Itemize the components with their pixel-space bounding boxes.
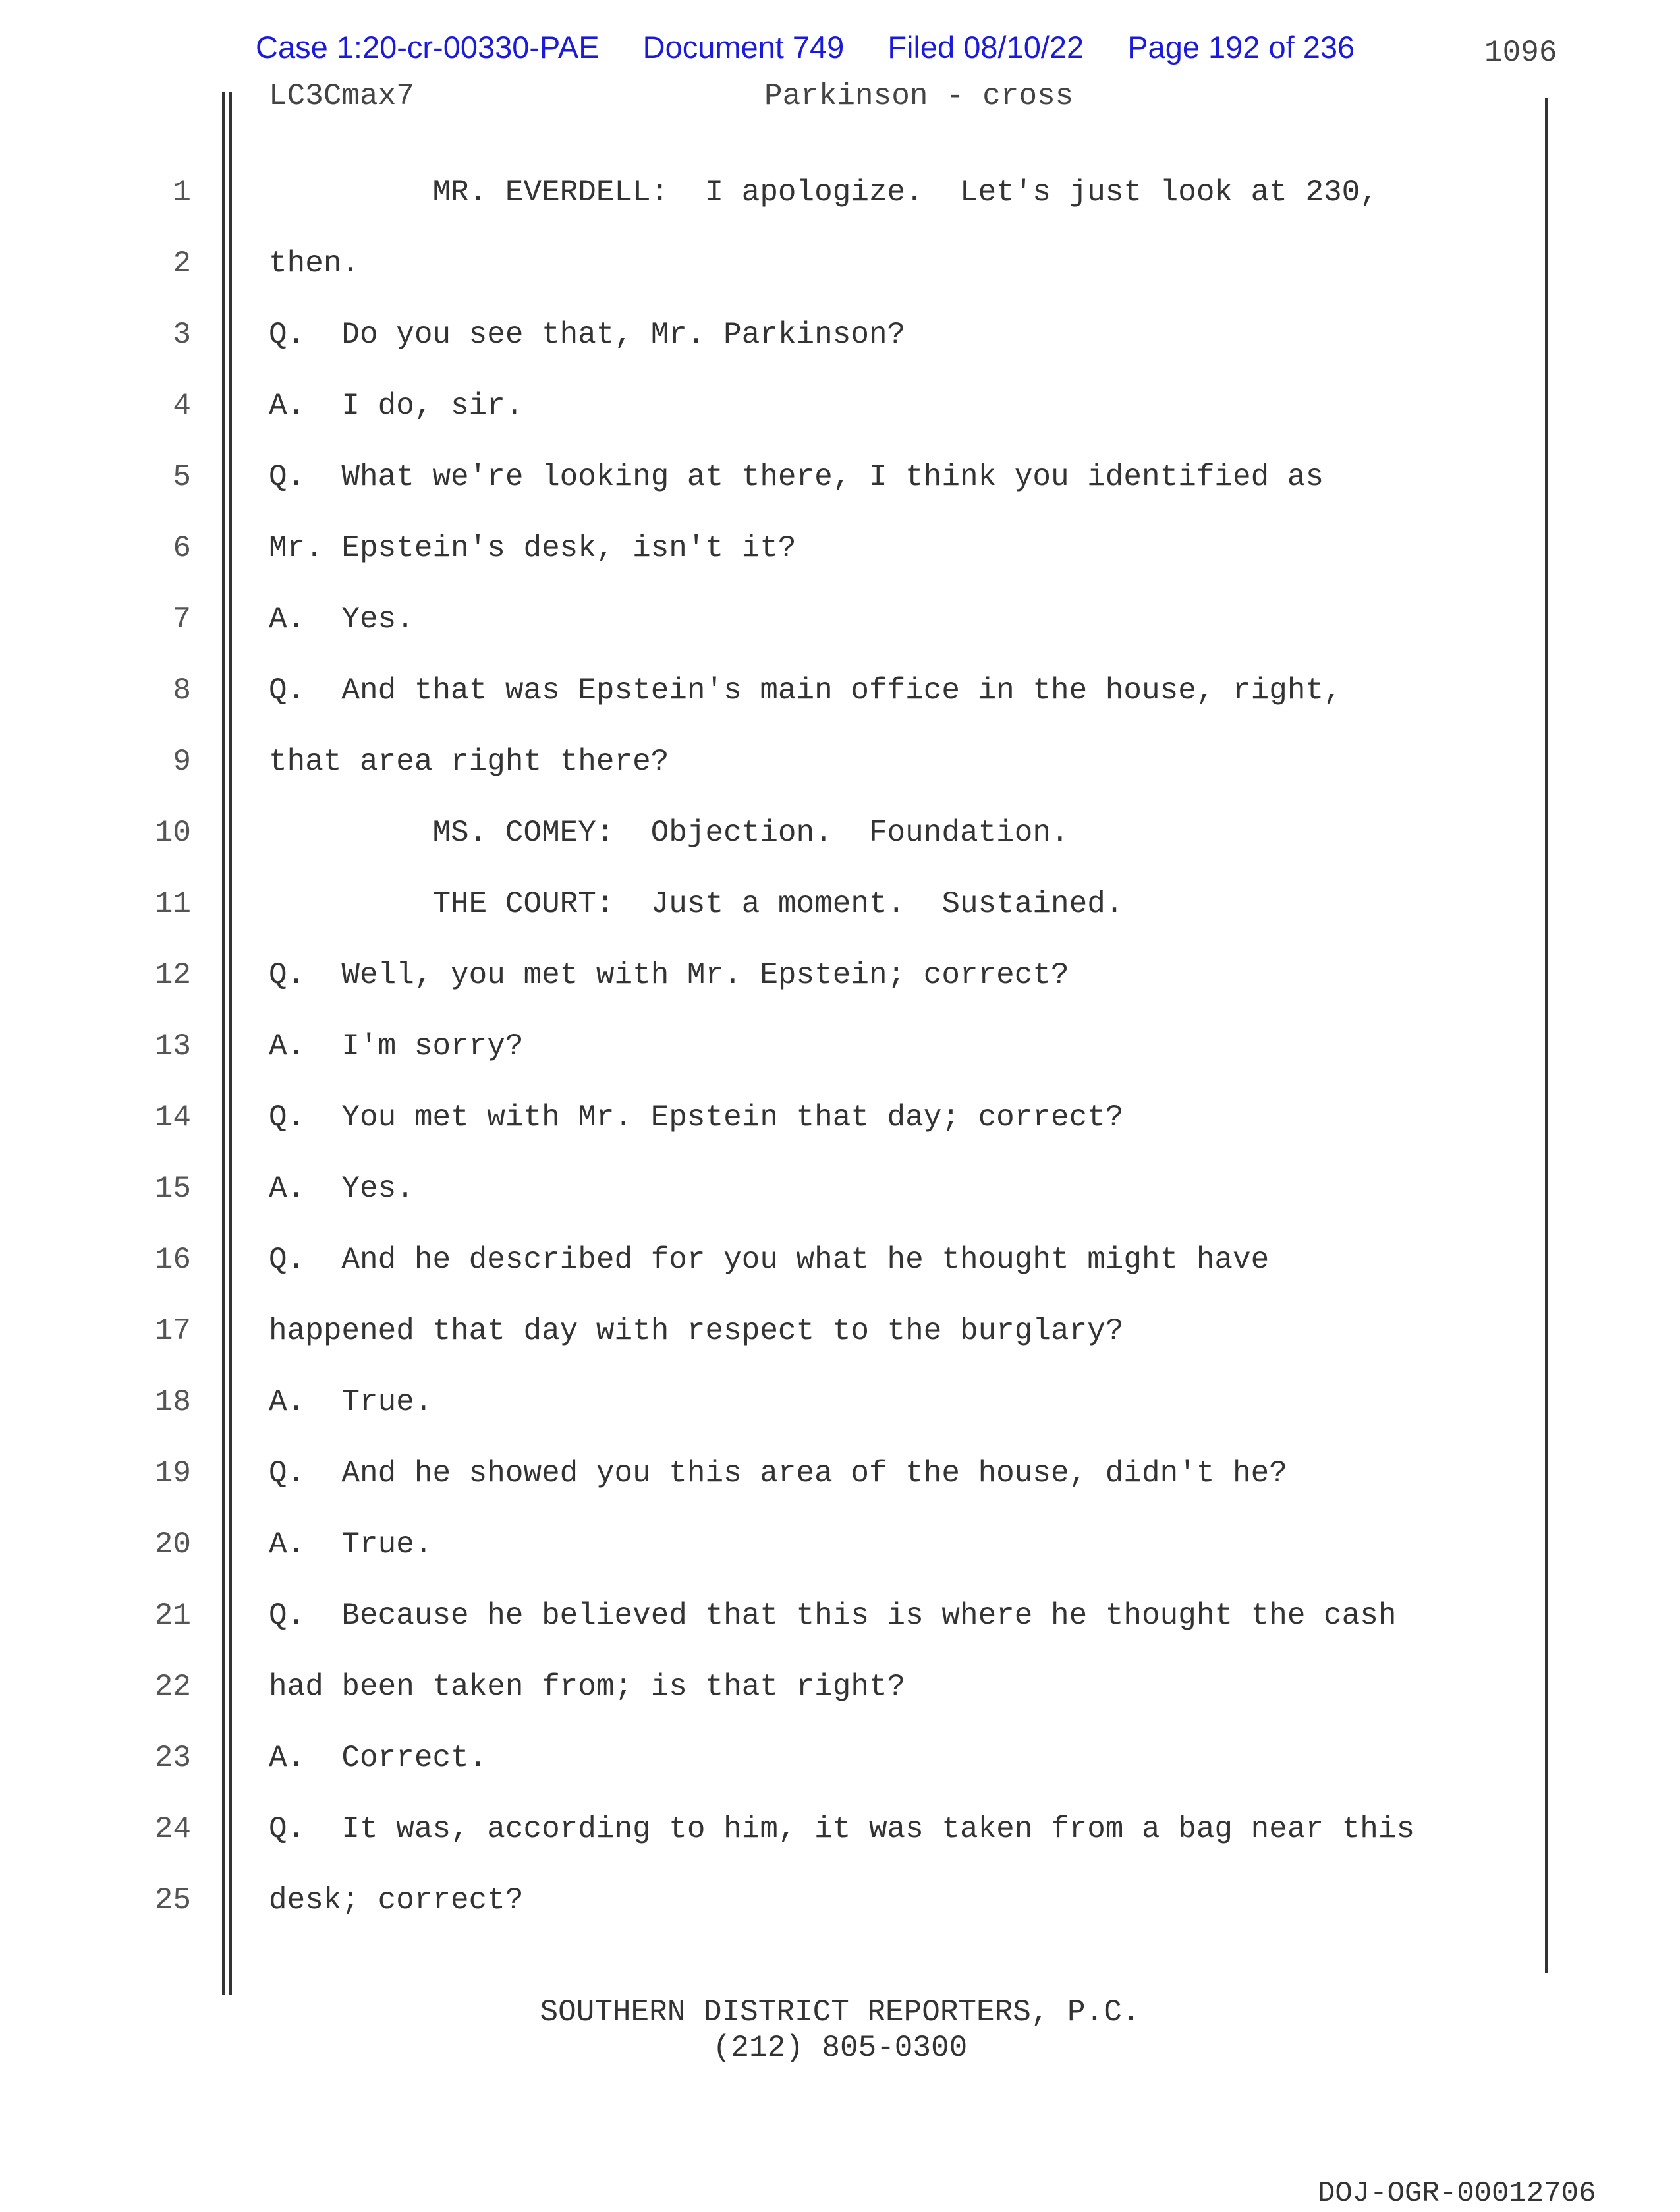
transcript-page-number: 1096: [1484, 36, 1557, 70]
line-number: 19: [154, 1456, 191, 1490]
line-number: 9: [173, 745, 191, 779]
transcript-line: Q. Do you see that, Mr. Parkinson?: [269, 318, 906, 352]
running-head-title: Parkinson - cross: [764, 79, 1074, 113]
transcript-line: Q. Because he believed that this is where he thought the cash: [269, 1599, 1397, 1633]
transcript-line: happened that day with respect to the burglary?: [269, 1314, 1124, 1348]
line-number: 2: [173, 246, 191, 281]
filing-stamp: [256, 29, 1355, 65]
line-number: 7: [173, 602, 191, 637]
right-margin-rule: [1545, 98, 1548, 1973]
line-number: 25: [154, 1883, 191, 1917]
transcript-line: A. Yes.: [269, 602, 414, 637]
line-number: 5: [173, 460, 191, 494]
transcript-line: Q. And that was Epstein's main office in the house, right,: [269, 673, 1342, 708]
transcript-line: A. I do, sir.: [269, 389, 524, 423]
transcript-line: that area right there?: [269, 745, 669, 779]
document-number: Document 749: [642, 30, 845, 65]
transcript-line: Q. What we're looking at there, I think you identified as: [269, 460, 1324, 494]
line-number: 3: [173, 318, 191, 352]
reporter-name: SOUTHERN DISTRICT REPORTERS, P.C.: [540, 1995, 1140, 2029]
transcript-line: Q. Well, you met with Mr. Epstein; correct?: [269, 958, 1069, 992]
line-number: 12: [154, 958, 191, 992]
transcript-line: desk; correct?: [269, 1883, 524, 1917]
transcript-line: A. Correct.: [269, 1741, 488, 1775]
case-number: Case 1:20-cr-00330-PAE: [256, 30, 600, 65]
left-margin-rule-outer: [222, 92, 225, 1995]
line-number: 23: [154, 1741, 191, 1775]
transcript-line: Mr. Epstein's desk, isn't it?: [269, 531, 797, 565]
transcript-line: A. True.: [269, 1385, 433, 1419]
line-number: 22: [154, 1670, 191, 1704]
reporter-phone: (212) 805-0300: [712, 2031, 968, 2065]
line-number: 16: [154, 1243, 191, 1277]
page-of-total: Page 192 of 236: [1127, 30, 1355, 65]
line-number: 11: [154, 887, 191, 921]
line-number: 24: [154, 1812, 191, 1846]
left-margin-rule-inner: [229, 92, 232, 1995]
line-number: 1: [173, 175, 191, 210]
line-number: 8: [173, 673, 191, 708]
line-number: 20: [154, 1527, 191, 1562]
line-number: 4: [173, 389, 191, 423]
bates-number: DOJ-OGR-00012706: [1318, 2177, 1596, 2210]
transcript-line: Q. And he described for you what he thought might have: [269, 1243, 1270, 1277]
line-number: 17: [154, 1314, 191, 1348]
transcript-line: Q. It was, according to him, it was taken from a bag near this: [269, 1812, 1415, 1846]
transcript-line: MS. COMEY: Objection. Foundation.: [269, 816, 1069, 850]
transcript-line: A. I'm sorry?: [269, 1029, 524, 1063]
line-number: 15: [154, 1172, 191, 1206]
line-number: 13: [154, 1029, 191, 1063]
transcript-line: Q. And he showed you this area of the house, didn't he?: [269, 1456, 1287, 1490]
line-number: 18: [154, 1385, 191, 1419]
transcript-line: A. Yes.: [269, 1172, 414, 1206]
line-number: 6: [173, 531, 191, 565]
line-number: 10: [154, 816, 191, 850]
line-number: 14: [154, 1100, 191, 1135]
transcript-line: Q. You met with Mr. Epstein that day; correct?: [269, 1100, 1124, 1135]
line-number: 21: [154, 1599, 191, 1633]
transcript-line: A. True.: [269, 1527, 433, 1562]
transcript-line: then.: [269, 246, 360, 281]
transcript-line: had been taken from; is that right?: [269, 1670, 906, 1704]
transcript-line: THE COURT: Just a moment. Sustained.: [269, 887, 1124, 921]
running-head-code: LC3Cmax7: [269, 79, 414, 113]
transcript-line: MR. EVERDELL: I apologize. Let's just look at 230,: [269, 175, 1378, 210]
filed-date: Filed 08/10/22: [887, 30, 1084, 65]
